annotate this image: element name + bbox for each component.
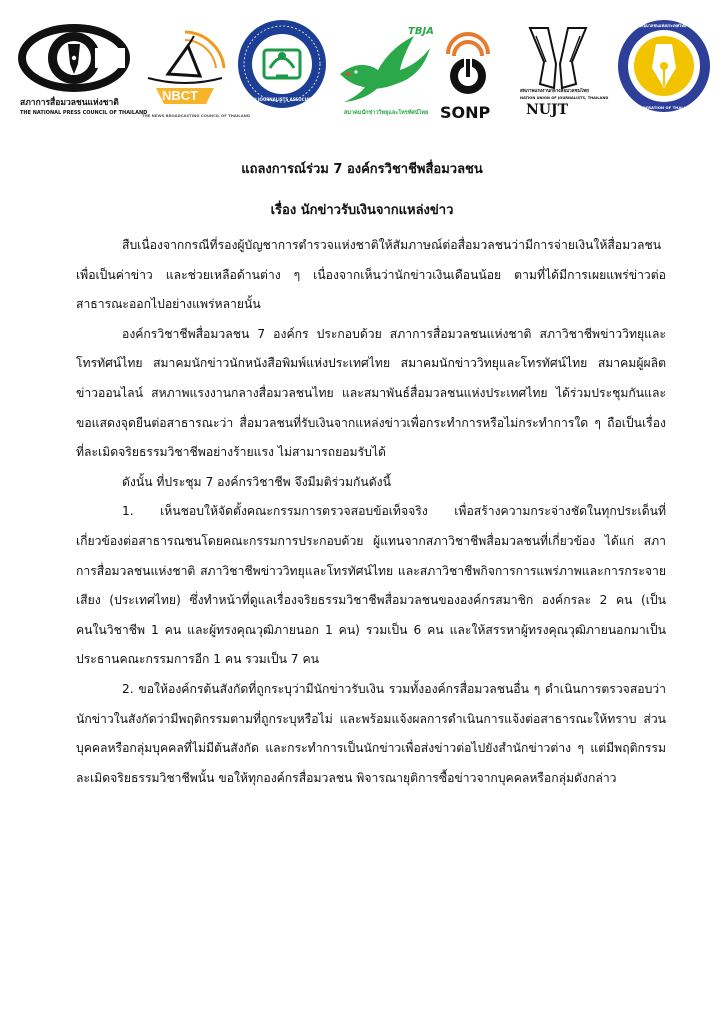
- nujt-logo: [510, 18, 609, 118]
- nbct-logo: [136, 18, 250, 122]
- npct-caption-en: THE NATIONAL PRESS COUNCIL OF THAILAND: [20, 110, 148, 116]
- paragraph-background: สืบเนื่องจากกรณีที่รองผู้บัญชาการตำรวจแห่งชาติให้สัมภาษณ์ต่อสื่อมวลชนว่ามีการจ่ายเงินให้สื่อมวลชน เพื่อเป็นค่าข่าว และช่วยเหลือด้านต่าง ๆ เนื่องจากเห็นว่านักข่าวเงินเดือนน้อย ตามที่ได้มีการเผยแพร่ข่าวต่อสาธารณะออกไปอย่างแพร่หลายนั้น: [76, 238, 666, 312]
- npct-eye-pen-icon: [18, 18, 130, 98]
- tbja-logo: [330, 18, 440, 116]
- sonp-logo: [438, 18, 498, 122]
- nbct-broadcast-icon: [136, 18, 234, 122]
- tbja-acronym: TBJA: [408, 26, 434, 37]
- tja-logo: [236, 18, 328, 116]
- tja-ring-text: THAI JOURNALISTS ASSOCIATION: [246, 97, 320, 102]
- sonp-acronym: SONP: [440, 103, 491, 122]
- statement-subject: เรื่อง นักข่าวรับเงินจากแหล่งข่าว: [270, 203, 454, 218]
- statement-title: แถลงการณ์ร่วม 7 องค์กรวิชาชีพสื่อมวลชน: [241, 162, 483, 177]
- statement-body: [76, 231, 666, 793]
- paragraph-position: องค์กรวิชาชีพสื่อมวลชน 7 องค์กร ประกอบด้วย สภาการสื่อมวลชนแห่งชาติ สภาวิชาชีพข่าววิทยุและโทรทัศน์ไทย สมาคมนักข่าวนักหนังสือพิมพ์แห่งประเทศไทย สมาคมนักข่าววิทยุและโทรทัศน์ไทย สมาคมผู้ผลิตข่าวออนไลน์ สหภาพแรงงานกลางสื่อมวลชนไทย และสมาพันธ์สื่อมวลชนแห่งประเทศไทย ได้ร่วมประชุมกันและขอแสดงจุดยืนต่อสาธารณะว่า สื่อมวลชนที่รับเงินจากแหล่งข่าวเพื่อกระทำการหรือไม่กระทำการใด ๆ ถือเป็นเรื่องที่ละเมิดจริยธรรมวิชาชีพอย่างร้ายแรง ไม่สามารถยอมรับได้: [76, 326, 666, 460]
- ctj-logo: [616, 18, 712, 114]
- nujt-caption-en: NATION UNION OF JOURNALISTS, THAILAND: [520, 96, 609, 100]
- npct-caption-th: สภาการสื่อมวลชนแห่งชาติ: [20, 98, 119, 108]
- ctj-ring-text-th: สมาพันธ์สื่อมวลชนแห่งประเทศไทย: [626, 23, 687, 28]
- npct-logo: [18, 18, 148, 116]
- tbja-caption-th: สมาคมนักข่าววิทยุและโทรทัศน์ไทย: [344, 110, 429, 116]
- logo-strip: [14, 18, 714, 130]
- paragraph-resolution-intro: ดังนั้น ที่ประชุม 7 องค์กรวิชาชีพ จึงมีมติร่วมกันดังนี้: [122, 474, 391, 489]
- ctj-ring-text-en: CONFEDERATION OF THAI JOURNALIST: [628, 105, 710, 110]
- paragraph-resolution-2: 2. ขอให้องค์กรต้นสังกัดที่ถูกระบุว่ามีนักข่าวรับเงิน รวมทั้งองค์กรสื่อมวลชนอื่น ๆ ดำเนินการตรวจสอบว่านักข่าวในสังกัดว่ามีพฤติกรรมตามที่ถูกระบุหรือไม่ และพร้อมแจ้งผลการดำเนินการแจ้งต่อสาธารณะให้ทราบ ส่วนบุคคลหรือกลุ่มบุคคลที่ไม่มีต้นสังกัด และกระทำการเป็นนักข่าวเพื่อส่งข่าวต่อไปยังสำนักข่าวต่าง ๆ แต่มีพฤติกรรมละเมิดจริยธรรมวิชาชีพนั้น ขอให้ทุกองค์กรสื่อมวลชน พิจารณายุติการซื้อข่าวจากบุคคลหรือกลุ่มดังกล่าว: [76, 681, 666, 785]
- nbct-caption-en: THE NEWS BROADCASTING COUNCIL OF THAILAND: [142, 113, 250, 118]
- paragraph-resolution-1: 1. เห็นชอบให้จัดตั้งคณะกรรมการตรวจสอบข้อเท็จจริง เพื่อสร้างความกระจ่างชัดในทุกประเด็นที่เกี่ยวข้องต่อสาธารณชนโดยคณะกรรมการประกอบด้วย ผู้แทนจากสภาวิชาชีพสื่อมวลชนที่เกี่ยวข้อง ได้แก่ สภาการสื่อมวลชนแห่งชาติ สภาวิชาชีพข่าววิทยุและโทรทัศน์ไทย และสภาวิชาชีพกิจการการแพร่ภาพและการกระจายเสียง (ประเทศไทย) ซึ่งทำหน้าที่ดูแลเรื่องจริยธรรมวิชาชีพสื่อมวลชนขององค์กรสมาชิก องค์กรละ 2 คน (เป็นคนในวิชาชีพ 1 คน และผู้ทรงคุณวุฒิภายนอก 1 คน) รวมเป็น 6 คน และให้สรรหาผู้ทรงคุณวุฒิภายนอกมาเป็นประธานคณะกรรมการอีก 1 คน รวมเป็น 7 คน: [76, 504, 666, 667]
- sonp-power-icon: [438, 18, 498, 100]
- nujt-acronym: NUJT: [526, 102, 569, 118]
- nbct-acronym: NBCT: [162, 88, 199, 103]
- ctj-pen-nib-icon: [616, 18, 712, 114]
- nujt-caption-th: สหภาพแรงงานกลางสื่อมวลชนไทย: [520, 89, 589, 94]
